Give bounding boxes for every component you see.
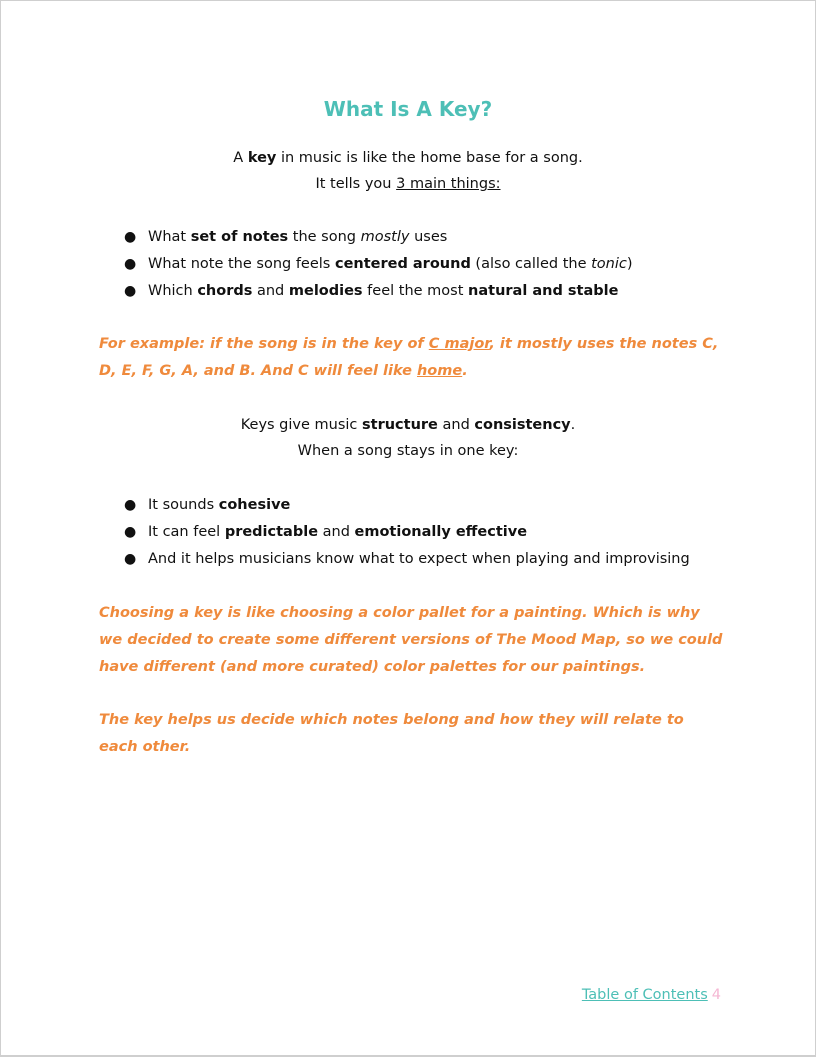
intro-block [1,145,815,197]
page-footer [582,987,721,1003]
palette-note-paragraph: Choosing a key is like choosing a color pallet for a painting. Which is why we decided to create some different versions of The Mood Map, so we could have different (and more curated) color palettes for our paintings. [99,605,723,675]
list-item: ● It can feel predictable and emotionally effective [119,519,739,546]
key-effects-list [119,492,739,573]
key-features-list [119,224,739,305]
list-item: ● It sounds cohesive [119,492,739,519]
structure-block [1,412,815,464]
bullet-icon: ● [124,524,137,540]
example-paragraph: For example: if the song is in the key of C major, it mostly uses the notes C, D, E, F, G, A, and B. And C will feel like home. [99,336,719,379]
bullet-icon: ● [124,497,137,513]
page-title: What Is A Key? [323,97,493,121]
list-item: ● What set of notes the song mostly uses [119,224,739,251]
key-note-paragraph: The key helps us decide which notes belong and how they will relate to each other. [99,712,684,755]
intro-line-1: A key in music is like the home base for a song. [233,150,583,166]
bullet-icon: ● [124,283,137,299]
list-item: ● What note the song feels centered around (also called the tonic) [119,251,739,278]
bullet-icon: ● [124,256,137,272]
list-item: ● And it helps musicians know what to expect when playing and improvising [119,546,739,573]
page-number: 4 [711,987,721,1003]
list-item: ● Which chords and melodies feel the most natural and stable [119,278,739,305]
table-of-contents-link[interactable]: Table of Contents [581,987,708,1003]
structure-line-1: Keys give music structure and consistency. [240,417,576,433]
structure-line-2: When a song stays in one key: [297,443,519,459]
bullet-icon: ● [124,229,137,245]
intro-line-2: It tells you 3 main things: [315,176,501,192]
bullet-icon: ● [124,551,137,567]
